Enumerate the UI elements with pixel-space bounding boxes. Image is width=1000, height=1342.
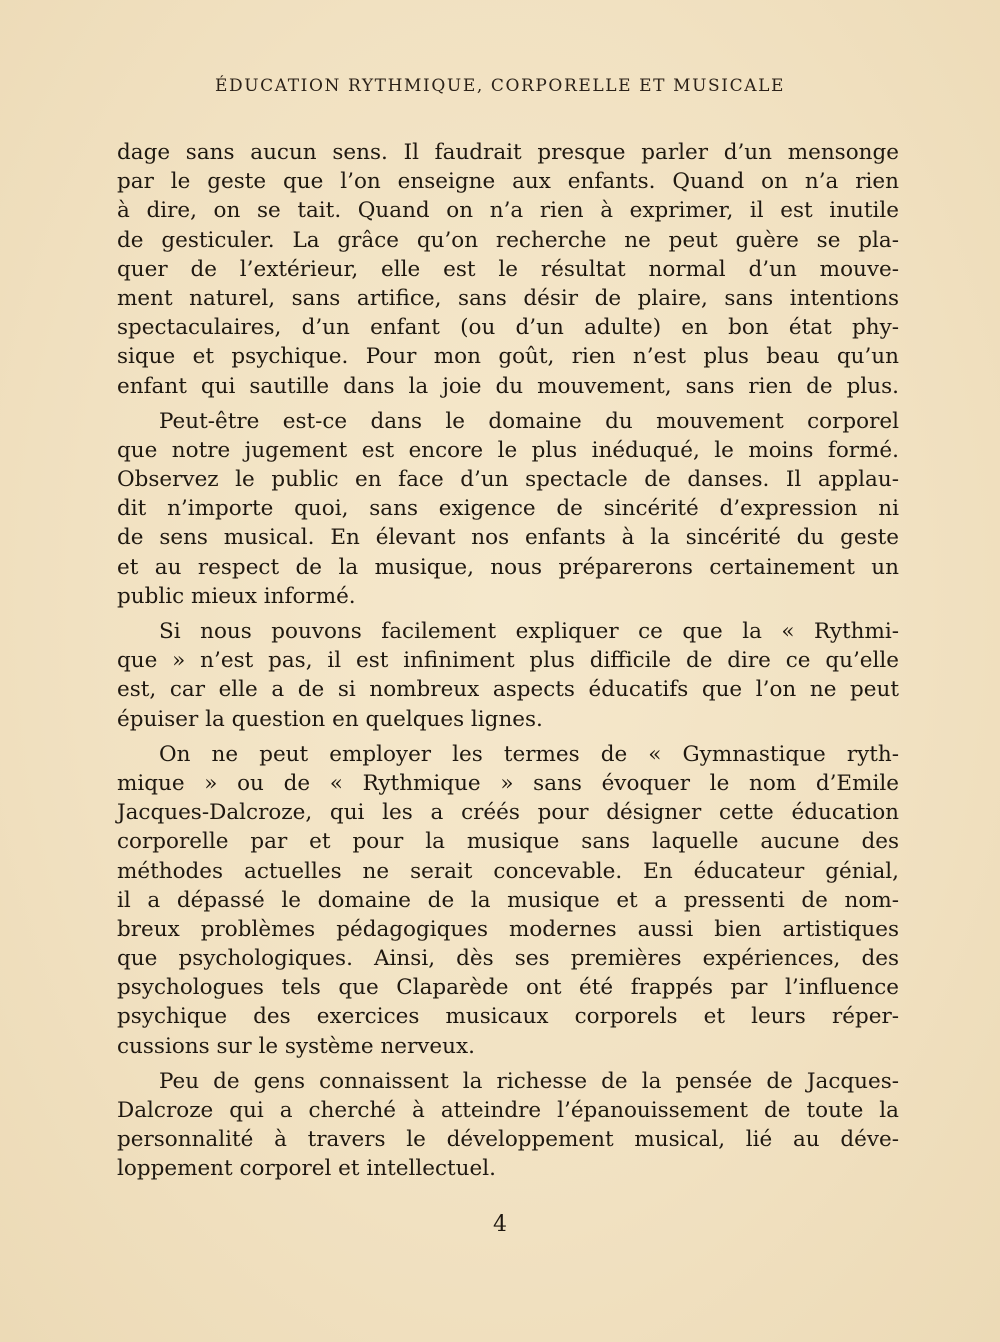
text-line: que » n’est pas, il est infiniment plus difficile de dire ce qu’elle	[117, 648, 899, 674]
text-line: loppement corporel et intellectuel.	[117, 1156, 496, 1182]
paragraph-2	[117, 407, 899, 611]
text-line: Peu de gens connaissent la richesse de la pensée de Jacques-	[159, 1068, 899, 1094]
text-line: On ne peut employer les termes de « Gymnastique ryth-	[159, 741, 899, 767]
text-line: psychologues tels que Claparède ont été frappés par l’influence	[117, 975, 899, 1001]
text-line: est, car elle a de si nombreux aspects éducatifs que l’on ne peut	[117, 677, 899, 703]
text-line: Peut-être est-ce dans le domaine du mouvement corporel	[159, 408, 899, 434]
text-line: de sens musical. En élevant nos enfants à la sincérité du geste	[117, 525, 899, 551]
text-line: méthodes actuelles ne serait concevable. En éducateur génial,	[117, 858, 899, 884]
text-line: psychique des exercices musicaux corporels et leurs réper-	[117, 1004, 899, 1030]
text-line: de gesticuler. La grâce qu’on recherche ne peut guère se pla-	[117, 227, 899, 253]
text-line: public mieux informé.	[117, 583, 356, 609]
text-line: par le geste que l’on enseigne aux enfants. Quand on n’a rien	[117, 169, 899, 195]
text-line: Si nous pouvons facilement expliquer ce que la « Rythmi-	[159, 619, 899, 644]
paragraph-4	[117, 740, 899, 1061]
text-line: enfant qui sautille dans la joie du mouvement, sans rien de plus.	[117, 373, 899, 399]
text-line: que notre jugement est encore le plus inéduqué, le moins formé.	[117, 437, 899, 463]
text-line: que psychologiques. Ainsi, dès ses premières expériences, des	[117, 946, 899, 972]
text-line: personnalité à travers le développement musical, lié au déve-	[117, 1127, 899, 1153]
text-line: cussions sur le système nerveux.	[117, 1033, 475, 1059]
body-text	[117, 138, 899, 1184]
text-line: dit n’importe quoi, sans exigence de sincérité d’expression ni	[117, 496, 899, 522]
paragraph-5	[117, 1067, 899, 1184]
paragraph-1	[117, 138, 899, 401]
page-number: 4	[493, 1212, 507, 1237]
text-line: breux problèmes pédagogiques modernes aussi bien artistiques	[117, 916, 899, 942]
text-line: mique » ou de « Rythmique » sans évoquer le nom d’Emile	[117, 770, 899, 796]
text-line: quer de l’extérieur, elle est le résultat normal d’un mouve-	[117, 256, 899, 282]
text-line: à dire, on se tait. Quand on n’a rien à exprimer, il est inutile	[117, 198, 899, 224]
running-head: ÉDUCATION RYTHMIQUE, CORPORELLE ET MUSICALE	[214, 76, 785, 96]
text-line: sique et psychique. Pour mon goût, rien n’est plus beau qu’un	[117, 344, 899, 370]
text-line: Observez le public en face d’un spectacle de danses. Il applau-	[117, 467, 899, 493]
text-line: et au respect de la musique, nous préparerons certainement un	[117, 554, 899, 580]
text-line: Jacques-Dalcroze, qui les a créés pour désigner cette éducation	[117, 800, 899, 826]
text-line: dage sans aucun sens. Il faudrait presque parler d’un mensonge	[117, 140, 899, 165]
text-line: corporelle par et pour la musique sans laquelle aucune des	[117, 829, 899, 855]
paragraph-3	[117, 617, 899, 734]
text-line: il a dépassé le domaine de la musique et a pressenti de nom-	[117, 887, 899, 913]
text-line: spectaculaires, d’un enfant (ou d’un adulte) en bon état phy-	[117, 315, 899, 341]
text-line: épuiser la question en quelques lignes.	[117, 706, 543, 732]
text-line: Dalcroze qui a cherché à atteindre l’épanouissement de toute la	[117, 1098, 899, 1123]
text-line: ment naturel, sans artifice, sans désir de plaire, sans intentions	[117, 285, 899, 311]
